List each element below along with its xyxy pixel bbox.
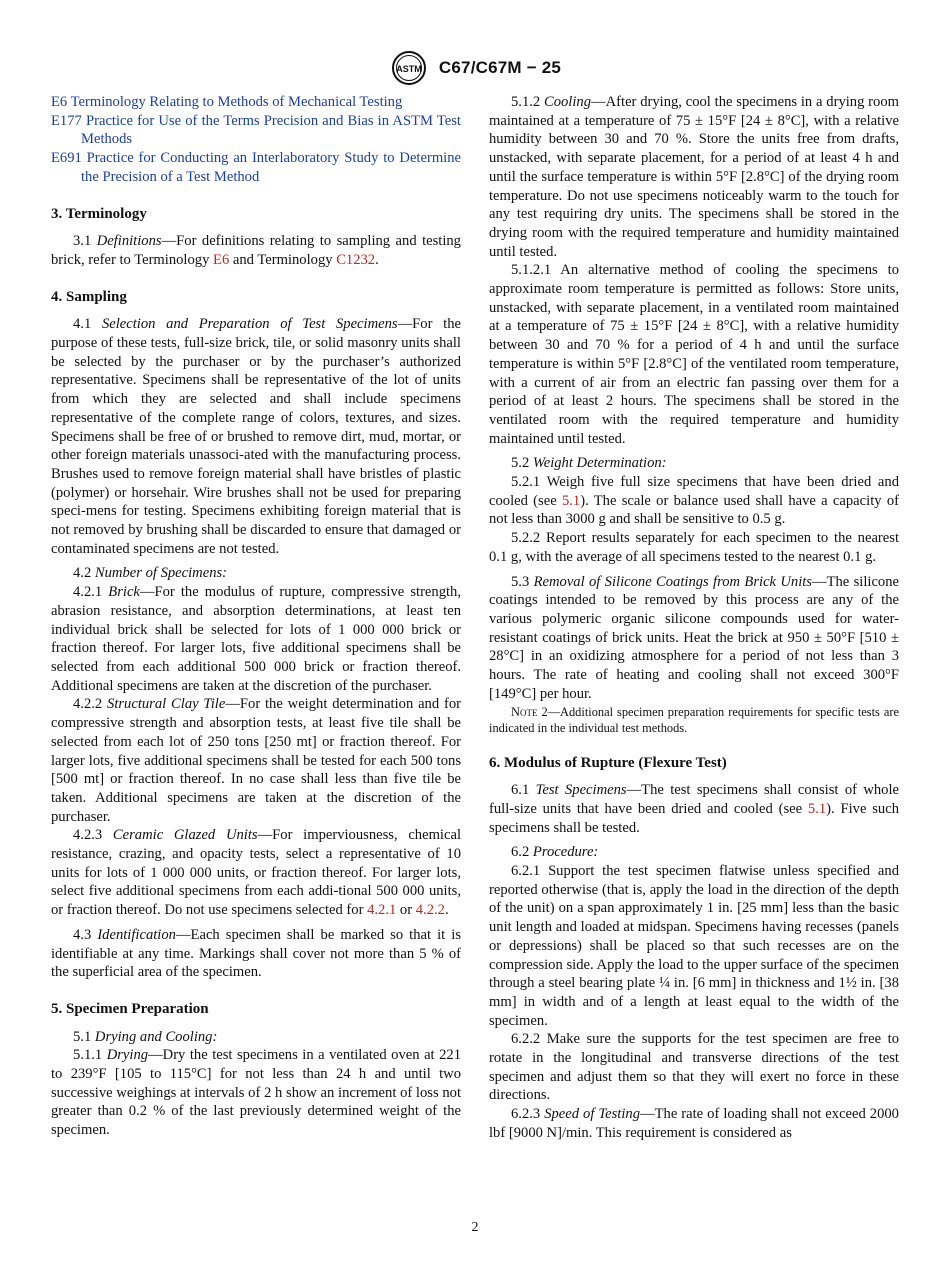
note-2 — [489, 704, 899, 736]
para-text: —For the modulus of rupture, compressive strength, abrasion resistance, and absorption determinations, at least ten individual brick shall be selected for lots of 1 000 000 brick or fraction thereof. For larger lots, five additional specimens shall be selected from each additional 500 000 brick or fraction thereof. Additional specimens are taken at the discretion of the purchaser. — [51, 584, 462, 694]
para-title: Weight Determination: — [532, 455, 667, 472]
para-title: Ceramic Glazed Units — [112, 827, 258, 844]
right-column — [489, 93, 899, 1143]
paragraph-4-2-2 — [51, 695, 461, 826]
para-num: 6.2.3 — [511, 1106, 541, 1123]
page-number: 2 — [471, 1220, 479, 1235]
paragraph-6-2 — [489, 843, 899, 862]
para-text: Report results separately for each specimen to the nearest 0.1 g, with the average of all specimens tested to the nearest 0.1 g. — [489, 530, 899, 565]
para-num: 4.2 — [73, 565, 92, 582]
paragraph-4-3 — [51, 926, 461, 982]
link-4-2-1[interactable]: 4.2.1 — [367, 902, 397, 919]
paragraph-5-3 — [489, 573, 899, 704]
para-num: 5.1.2 — [511, 94, 541, 110]
para-text: —The rate of loading shall not exceed 2000 lbf [9000 N]/min. This requirement is considered as — [489, 1106, 899, 1141]
reference-e177 — [51, 112, 461, 149]
para-num: 5.2.1 — [511, 474, 541, 491]
link-5-1[interactable]: 5.1 — [807, 800, 827, 817]
para-num: 3.1 — [73, 233, 92, 250]
reference-e691 — [51, 149, 461, 186]
para-text: —For the purpose of these tests, full-size brick, tile, or solid masonry units shall be selected by the purchaser or by the purchaser’s authorized representative. Specimens shall be representative of the lot of units from which they are selected and shall include specimens representative of the complete range of colors, textures, and sizes. Specimens shall be free of or brushed to remove dirt, mud, mortar, or other foreign materials unassoci-ated with the manufacturing process. Brushes used to remove foreign material shall have bristles of plastic (polymer) or horsehair. Wire brushes shall not be used for preparing speci-mens for testing. Specimens exhibiting foreign material that is not removed by brushing shall be discarded to ensure that damaged or contaminated specimens are not tested. — [51, 316, 461, 557]
para-title: Drying and Cooling: — [94, 1028, 218, 1045]
paragraph-6-1 — [489, 781, 899, 837]
para-num: 4.2.1 — [73, 584, 103, 601]
para-num: 5.1.2.1 — [511, 262, 552, 279]
para-num: 6.1 — [511, 782, 530, 799]
para-title: Number of Specimens: — [94, 565, 228, 582]
para-text: or — [396, 902, 416, 919]
para-text: —For imperviousness, chemical resistance, crazing, and opacity tests, select a representative of 10 units for lots of 1 000 000 units, or fraction thereof. For larger lots, select five additional specimens from each addi-tional 500 000 units, or fraction thereof. Do not use specimens selected for — [51, 827, 461, 919]
ref-title[interactable]: Terminology Relating to Methods of Mechanical Testing — [70, 94, 403, 110]
para-text: ). Five such specimens shall be tested. — [489, 800, 899, 836]
para-num: 5.3 — [511, 573, 530, 590]
para-text: Weigh five full size specimens that have been dried and cooled (see — [489, 474, 900, 509]
paragraph-4-1 — [51, 315, 461, 558]
link-c1232[interactable]: C1232 — [336, 251, 376, 268]
para-title: Structural Clay Tile — [107, 696, 226, 713]
para-text: An alternative method of cooling the specimens to approximate room temperature is permitted as follows: Store units, unstacked, with separate placement, in a ventilated room maintained at a temperature of 75 ± 15°F [24 ± 8°C], with a relative humidity between 30 and 70 % for a period of 4 h and until the surface temperature is within 5°F [2.8°C] of the ventilated room temperature, with a current of air from an electric fan passing over them for a period of at least 2 hours. The specimens shall be stored in the ventilated room with the required temperature and humidity maintained until tested. — [489, 262, 899, 447]
note-label: Note — [511, 704, 538, 719]
paragraph-5-2 — [489, 454, 899, 473]
ref-code[interactable]: E6 — [51, 94, 68, 110]
link-5-1[interactable]: 5.1 — [561, 492, 581, 509]
para-text: —Each specimen shall be marked so that it is identifiable at any time. Markings shall cover not more than 5 % of the superficial area of the specimen. — [51, 926, 462, 981]
reference-e6 — [51, 93, 461, 112]
para-text: . — [375, 251, 379, 268]
ref-title[interactable]: Practice for Conducting an Interlaboratory Study to Determine the Precision of a Test Method — [81, 150, 462, 185]
para-num: 6.2.2 — [511, 1031, 541, 1048]
paragraph-5-2-2 — [489, 529, 899, 566]
para-num: 4.3 — [73, 926, 92, 943]
para-text: ). The scale or balance used shall have a capacity of not less than 3000 g and shall be sensitive to 0.5 g. — [489, 492, 899, 528]
para-text: —For the weight determination and for compressive strength and absorption tests, at least five tile shall be selected from each lot of 250 tons [250 mt] or fraction thereof. For larger lots, five additional specimens shall be tested for each 500 tons [500 mt] or fraction thereof. In no case shall less than five tile be taken. Additional specimens are taken at the discretion of the purchaser. — [51, 696, 461, 825]
para-text: —The test specimens shall consist of whole full-size units that have been dried and cooled (see — [489, 782, 900, 817]
section-heading-sampling: 4. Sampling — [51, 288, 127, 305]
para-text: and Terminology — [229, 251, 337, 268]
para-text: —After drying, cool the specimens in a drying room maintained at a temperature of 75 ± 15°F [24 ± 8°C], with a relative humidity between 30 and 70 %. Store the units free from drafts, unstacked, with separate placement, for a period of at least 4 h and until the surface temperature is within 5°F [2.8°C] of the drying room temperature. Do not use specimens noticeably warm to the touch for any test requiring dry units. The specimens shall be stored in the drying room with the required temperature and humidity maintained until tested. — [489, 94, 899, 260]
para-num: 6.2 — [511, 844, 530, 861]
para-num: 5.2.2 — [511, 530, 541, 547]
paragraph-5-1-2 — [489, 93, 899, 261]
para-text: . — [444, 902, 449, 919]
paragraph-5-1-1 — [51, 1046, 461, 1140]
para-title: Drying — [106, 1047, 149, 1064]
para-num: 6.2.1 — [511, 863, 541, 880]
paragraph-4-2 — [51, 564, 461, 583]
para-text: Make sure the supports for the test specimen are free to rotate in the longitudinal and transverse directions of the test specimen and adjust them so that they will exert no force in these directions. — [489, 1031, 899, 1104]
logo-text: ASTM — [396, 64, 422, 74]
ref-code[interactable]: E177 — [51, 112, 82, 129]
paragraph-6-2-1 — [489, 862, 899, 1030]
page-header — [0, 50, 950, 86]
paragraph-5-1-2-1 — [489, 261, 899, 448]
note-text: 2—Additional specimen preparation requirements for specific tests are indicated in the individual test methods. — [489, 704, 899, 735]
ref-title[interactable]: Practice for Use of the Terms Precision and Bias in ASTM Test Methods — [81, 112, 461, 148]
para-title: Speed of Testing — [544, 1106, 641, 1123]
paragraph-5-1 — [51, 1028, 461, 1047]
link-e6[interactable]: E6 — [213, 251, 230, 268]
para-text: —For definitions relating to sampling and testing brick, refer to Terminology — [51, 233, 461, 268]
paragraph-4-2-3 — [51, 826, 461, 920]
para-title: Procedure: — [532, 844, 599, 861]
para-text: Support the test specimen flatwise unless specified and reported otherwise (that is, apply the load in the direction of the depth of the unit) on a span approximately 1 in. [25 mm] less than the basic unit length and loaded at midspan. Specimens having recesses (panels or depressions) shall be placed so that such recesses are on the compression side. Apply the load to the upper surface of the specimen through a steel bearing plate ¼ in. [6 mm] in thickness and 1½ in. [38 mm] in width and of a length at least equal to the width of the specimen. — [489, 863, 899, 1029]
left-column — [51, 93, 461, 1140]
astm-logo-icon — [389, 50, 429, 86]
para-title: Selection and Preparation of Test Specimens — [101, 316, 398, 333]
paragraph-6-2-2 — [489, 1030, 899, 1105]
para-num: 4.1 — [73, 316, 92, 333]
paragraph-4-2-1 — [51, 583, 461, 695]
para-num: 5.2 — [511, 455, 530, 472]
para-num: 5.1.1 — [73, 1047, 103, 1064]
para-text: —The silicone coatings intended to be removed by this process are any of the various polymeric organic silicone compounds used for water-resistant coatings of brick units. Heat the brick at 950 ± 50°F [510 ± 28°C] in an oxidizing atmosphere for a period of not less than 3 hours. The rate of heating and cooling shall not exceed 300°F [149°C] per hour. — [489, 573, 899, 702]
para-title: Cooling — [543, 94, 592, 110]
section-heading-modulus-of-rupture: 6. Modulus of Rupture (Flexure Test) — [489, 754, 727, 771]
para-title: Brick — [108, 584, 140, 601]
para-title: Identification — [97, 926, 176, 943]
para-title: Definitions — [96, 233, 162, 250]
para-title: Removal of Silicone Coatings from Brick Units — [533, 573, 812, 590]
section-heading-specimen-preparation: 5. Specimen Preparation — [51, 1000, 209, 1017]
section-heading-terminology: 3. Terminology — [51, 205, 147, 222]
paragraph-6-2-3 — [489, 1105, 899, 1142]
paragraph-3-1 — [51, 232, 461, 269]
para-text: —Dry the test specimens in a ventilated oven at 221 to 239°F [105 to 115°C] for not less than 24 h and until two successive weighings at intervals of 2 h show an increment of loss not greater than 0.2 % of the last previously determined weight of the specimen. — [51, 1047, 461, 1139]
para-title: Test Specimens — [535, 782, 627, 799]
document-id: C67/C67M − 25 — [438, 58, 562, 77]
link-4-2-2[interactable]: 4.2.2 — [415, 902, 445, 919]
para-num: 4.2.3 — [73, 827, 103, 844]
ref-code[interactable]: E691 — [51, 150, 82, 167]
paragraph-5-2-1 — [489, 473, 899, 529]
para-num: 5.1 — [73, 1028, 92, 1045]
para-num: 4.2.2 — [73, 696, 103, 713]
